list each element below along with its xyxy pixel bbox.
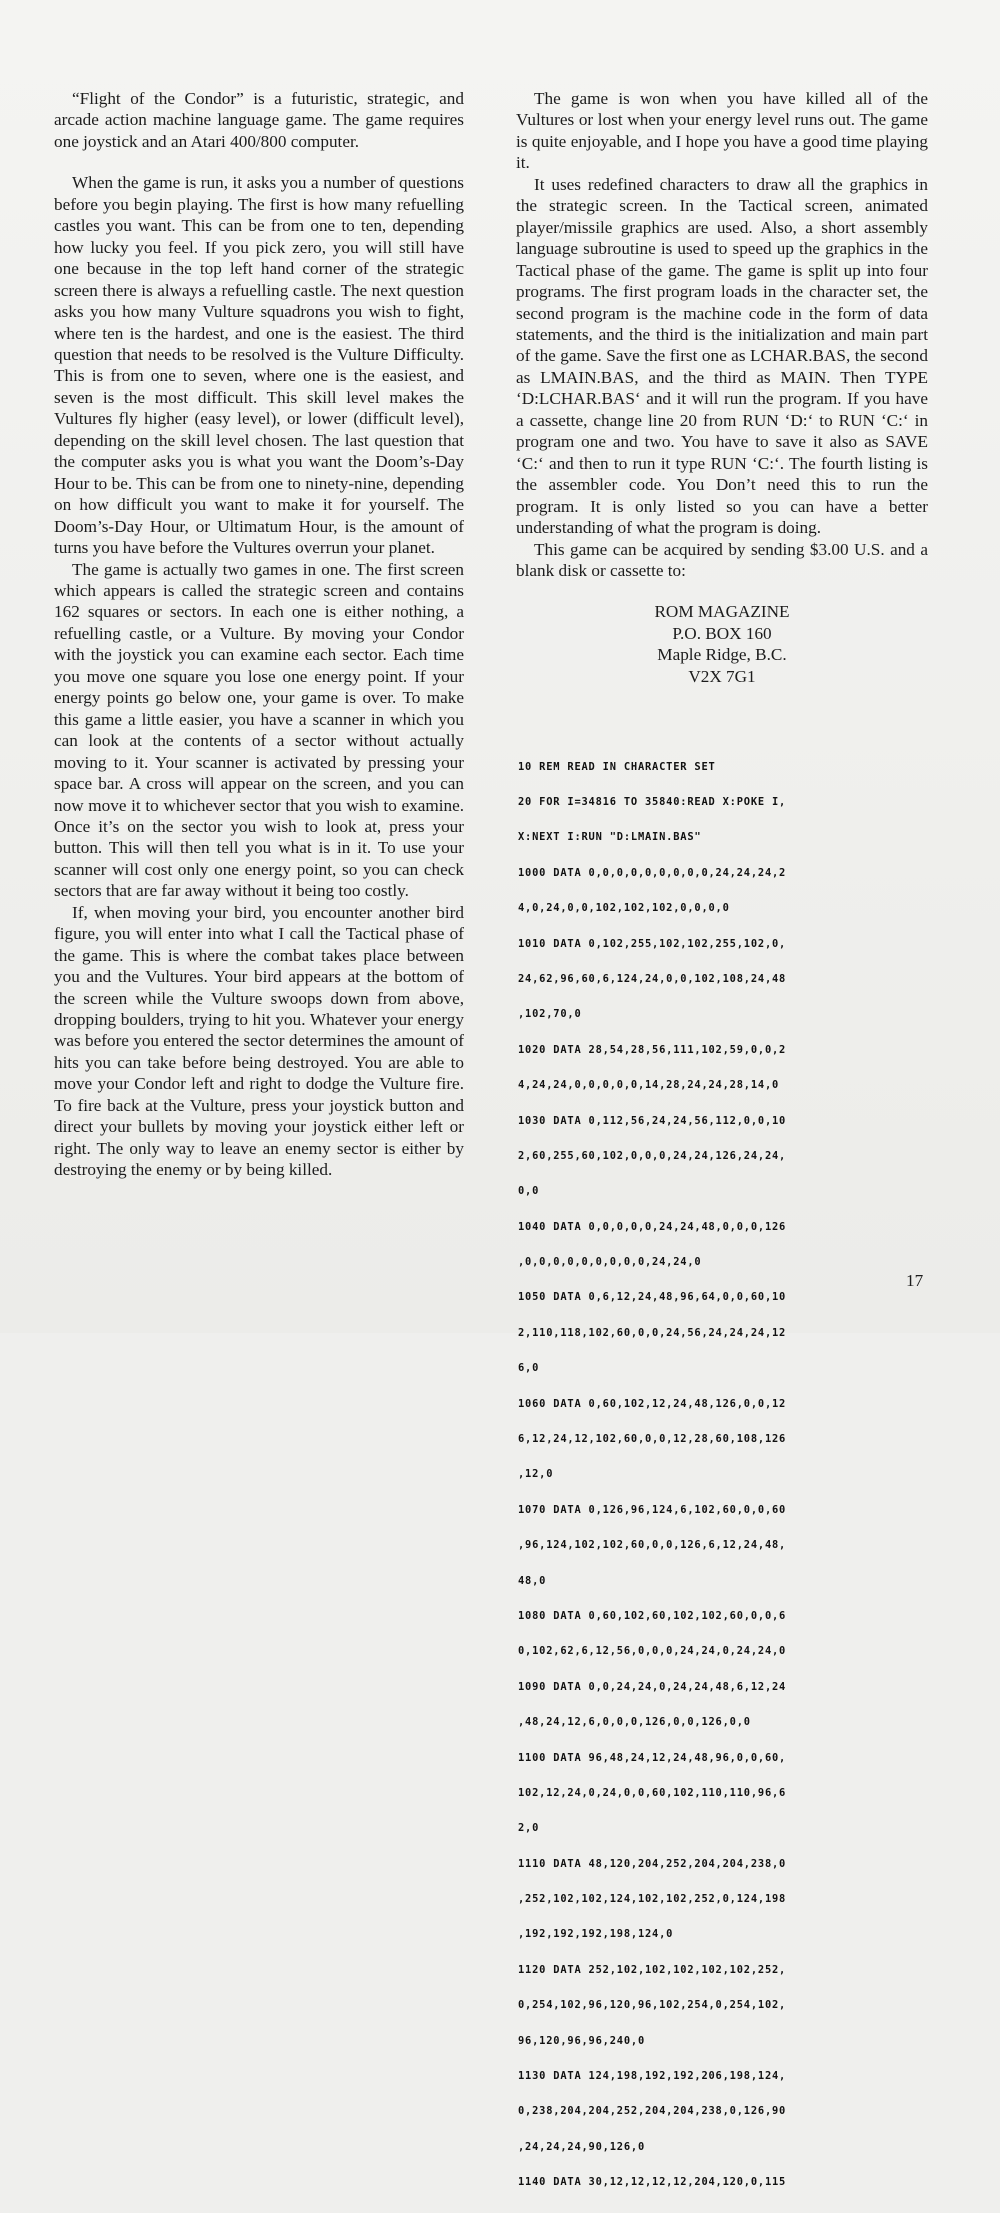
basic-program-listing: [518, 738, 938, 2213]
code-line: ,252,102,102,124,102,102,252,0,124,198: [518, 1894, 787, 1906]
code-line: 0,254,102,96,120,96,102,254,0,254,102,: [518, 2000, 787, 2012]
address-line: ROM MAGAZINE: [654, 602, 790, 622]
code-line: ,24,24,24,90,126,0: [518, 2141, 646, 2153]
code-line: 96,120,96,96,240,0: [518, 2035, 646, 2047]
code-line: 1040 DATA 0,0,0,0,0,24,24,48,0,0,0,126: [518, 1221, 787, 1233]
code-line: 20 FOR I=34816 TO 35840:READ X:POKE I,: [518, 796, 787, 808]
code-line: 1060 DATA 0,60,102,12,24,48,126,0,0,12: [518, 1398, 787, 1410]
code-line: 6,0: [518, 1363, 540, 1375]
code-line: 1070 DATA 0,126,96,124,6,102,60,0,0,60: [518, 1504, 787, 1516]
address-line: V2X 7G1: [688, 666, 756, 686]
code-line: 1120 DATA 252,102,102,102,102,102,252,: [518, 1964, 787, 1976]
code-line: 1100 DATA 96,48,24,12,24,48,96,0,0,60,: [518, 1752, 787, 1764]
page-number: 17: [906, 1271, 924, 1290]
code-line: 2,0: [518, 1823, 540, 1835]
code-line: 2,110,118,102,60,0,0,24,56,24,24,24,12: [518, 1327, 787, 1339]
code-line: 1090 DATA 0,0,24,24,0,24,24,48,6,12,24: [518, 1681, 787, 1693]
address-line: P.O. BOX 160: [672, 623, 772, 643]
article-paragraph: “Flight of the Condor” is a futuristic, strategic, and arcade action machine language game. The game requires one joystick and an Atari 400/800 computer.: [54, 89, 464, 151]
code-line: X:NEXT I:RUN "D:LMAIN.BAS": [518, 832, 702, 844]
code-line: ,0,0,0,0,0,0,0,0,0,24,24,0: [518, 1257, 702, 1269]
code-line: 2,60,255,60,102,0,0,0,24,24,126,24,24,: [518, 1150, 787, 1162]
article-paragraph: This game can be acquired by sending $3.00 U.S. and a blank disk or cassette to:: [516, 539, 928, 580]
code-line: ,96,124,102,102,60,0,0,126,6,12,24,48,: [518, 1540, 787, 1552]
code-line: 0,238,204,204,252,204,204,238,0,126,90: [518, 2106, 787, 2118]
article-paragraph: The game is actually two games in one. The first screen which appears is called the strategic screen and contains 162 squares or sectors. In each one is either nothing, a refuelling castle, or a Vulture. By moving your Condor with the joystick you can examine each sector. Each time you move one square you lose one energy point. If your energy points go below one, your game is over. To make this game a little easier, you have a scanner in which you can look at the contents of a sector without actually moving to it. Your scanner is activated by pressing your space bar. A cross will appear on the screen, and you can now move it to whichever sector that you wish to examine. Once it’s on the sector you wish to look at, press your button. This will then tell you what is in it. To use your scanner will cost only one energy point, so you can check sectors that are far away without it being too costly.: [54, 559, 464, 901]
code-line: 1130 DATA 124,198,192,192,206,198,124,: [518, 2071, 787, 2083]
code-line: 4,0,24,0,0,102,102,102,0,0,0,0: [518, 903, 730, 915]
code-line: 24,62,96,60,6,124,24,0,0,102,108,24,48: [518, 973, 787, 985]
code-line: 1000 DATA 0,0,0,0,0,0,0,0,0,24,24,24,2: [518, 867, 787, 879]
code-line: ,48,24,12,6,0,0,0,126,0,0,126,0,0: [518, 1717, 751, 1729]
code-line: 102,12,24,0,24,0,0,60,102,110,110,96,6: [518, 1787, 787, 1799]
code-line: ,12,0: [518, 1469, 554, 1481]
address-line: Maple Ridge, B.C.: [657, 645, 787, 665]
article-paragraph: It uses redefined characters to draw all the graphics in the strategic screen. In the Tactical screen, animated player/missile graphics are used. Also, a short assembly language subroutine is used to speed up the graphics in the Tactical phase of the game. The game is split up into four programs. The first program loads in the character set, the second program is the machine code in the form of data statements, and the third is the initialization and main part of the game. Save the first one as LCHAR.BAS, the second as LMAIN.BAS, and the third as MAIN. Then TYPE ‘D:LCHAR.BAS‘ and it will run the program. If you have a cassette, change line 20 from RUN ‘D:‘ to RUN ‘C:‘ in program one and two. You have to save it also as SAVE ‘C:‘ and then to run it type RUN ‘C:‘. The fourth listing is the assembler code. You Don’t need this to run the program. It is only listed so you can have a better understanding of what the program is doing.: [516, 174, 928, 538]
code-line: 1010 DATA 0,102,255,102,102,255,102,0,: [518, 938, 787, 950]
code-line: 48,0: [518, 1575, 547, 1587]
code-line: 1030 DATA 0,112,56,24,24,56,112,0,0,10: [518, 1115, 787, 1127]
code-line: ,102,70,0: [518, 1009, 582, 1021]
code-line: 0,102,62,6,12,56,0,0,0,24,24,0,24,24,0: [518, 1646, 787, 1658]
code-line: 0,0: [518, 1186, 540, 1198]
code-line: 10 REM READ IN CHARACTER SET: [518, 761, 716, 773]
code-line: ,192,192,192,198,124,0: [518, 1929, 674, 1941]
article-paragraph: The game is won when you have killed all of the Vultures or lost when your energy level runs out. The game is quite enjoyable, and I hope you have a good time playing it.: [516, 89, 928, 173]
code-line: 1110 DATA 48,120,204,252,204,204,238,0: [518, 1858, 787, 1870]
code-line: 4,24,24,0,0,0,0,0,14,28,24,24,28,14,0: [518, 1080, 780, 1092]
code-line: 1080 DATA 0,60,102,60,102,102,60,0,0,6: [518, 1610, 787, 1622]
mailing-address: [516, 601, 928, 687]
code-line: 1050 DATA 0,6,12,24,48,96,64,0,0,60,10: [518, 1292, 787, 1304]
article-paragraph: If, when moving your bird, you encounter another bird figure, you will enter into what I call the Tactical phase of the game. This is where the combat takes place between you and the Vultures. Your bird appears at the bottom of the screen while the Vulture swoops down from above, dropping boulders, trying to hit you. Whatever your energy was before you entered the sector determines the amount of hits you can take before being destroyed. You are able to move your Condor left and right to dodge the Vulture fire. To fire back at the Vulture, press your joystick button and direct your bullets by moving your joystick either left or right. The only way to leave an enemy sector is either by destroying the enemy or by being killed.: [54, 902, 464, 1180]
code-line: 1140 DATA 30,12,12,12,12,204,120,0,115: [518, 2177, 787, 2189]
article-paragraph: When the game is run, it asks you a number of questions before you begin playing. The first is how many refuelling castles you want. This can be from one to ten, depending how lucky you feel. If you pick zero, you will still have one because in the top left hand corner of the strategic screen there is always a refuelling castle. The next question asks you how many Vulture squadrons you wish to fight, where ten is the hardest, and one is the easiest. The third question that needs to be resolved is the Vulture Difficulty. This is from one to seven, where one is the easiest, and seven is the most difficult. This skill level makes the Vultures fly higher (easy level), or lower (difficult level), depending on the skill level chosen. The last question that the computer asks you is what you want the Doom’s-Day Hour to be. This can be from one to ninety-nine, depending on how difficult you want to make it for yourself. The Doom’s-Day Hour, or Ultimatum Hour, is the amount of turns you have before the Vultures overrun your planet.: [54, 173, 464, 558]
right-column: [516, 88, 928, 687]
code-line: 6,12,24,12,102,60,0,0,12,28,60,108,126: [518, 1434, 787, 1446]
code-line: 1020 DATA 28,54,28,56,111,102,59,0,0,2: [518, 1044, 787, 1056]
left-column: [54, 88, 464, 1181]
